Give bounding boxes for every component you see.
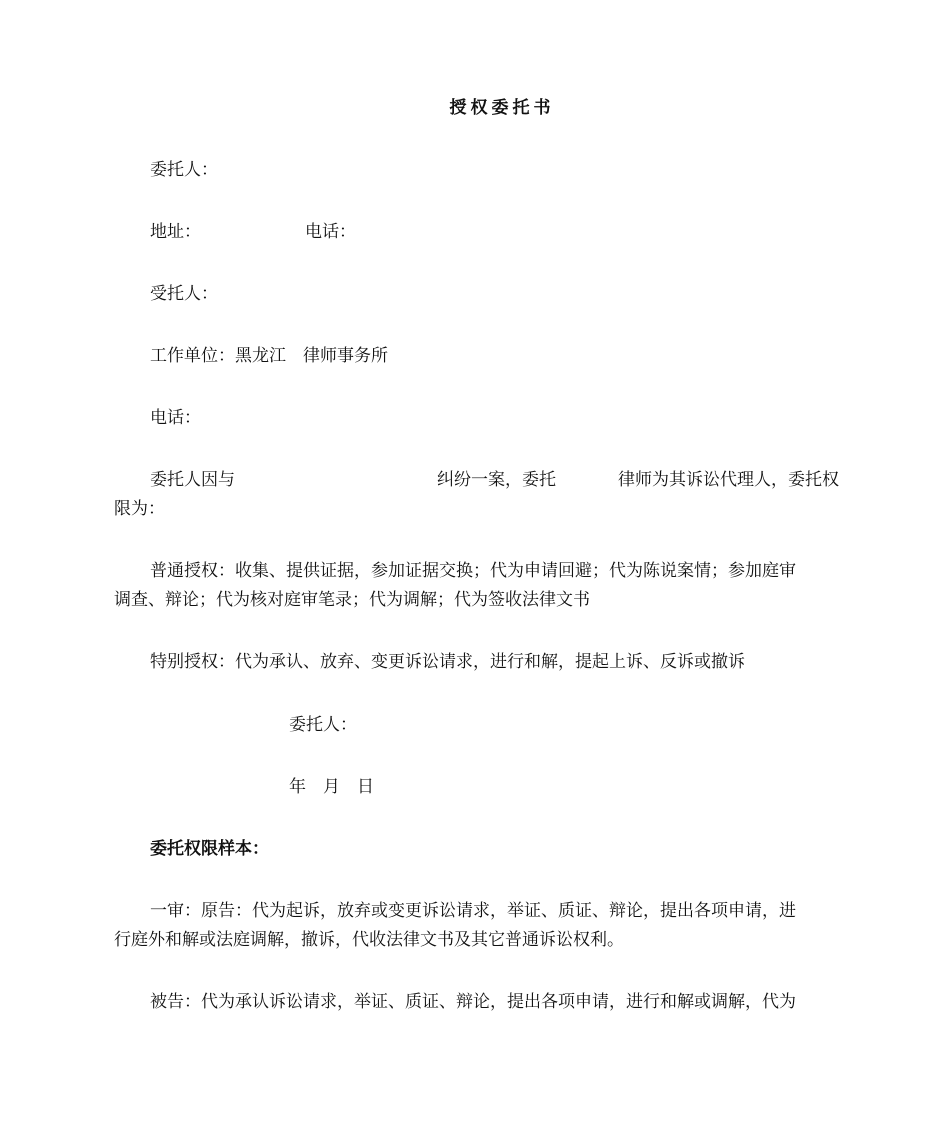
case-text-line2: 限为： [114,499,165,519]
date-line: 年 月 日 [289,777,374,797]
defendant-line1: 被告：代为承认诉讼请求，举证、质证、辩论，提出各项申请，进行和解或调解，代为 [150,992,796,1012]
phone-label: 电话： [305,222,356,242]
special-authority-line: 特别授权：代为承认、放弃、变更诉讼请求，进行和解，提起上诉、反诉或撤诉 [150,652,745,672]
document-title: 授权委托书 [449,98,555,118]
agent-label: 受托人： [150,284,218,304]
principal-label: 委托人： [150,160,218,180]
first-instance-line1: 一审：原告：代为起诉，放弃或变更诉讼请求，举证、质证、辩论，提出各项申请，进 [150,901,796,921]
sample-heading: 委托权限样本： [150,839,269,859]
signature-label: 委托人： [289,715,357,735]
case-text-part3: 律师为其诉讼代理人，委托权 [618,470,839,490]
case-text-part1: 委托人因与 [150,470,235,490]
agent-phone-label: 电话： [150,408,201,428]
general-authority-line2: 调查、辩论；代为核对庭审笔录；代为调解；代为签收法律文书 [114,590,590,610]
case-text-part2: 纠纷一案，委托 [437,470,556,490]
address-label: 地址： [150,222,201,242]
general-authority-line1: 普通授权：收集、提供证据，参加证据交换；代为申请回避；代为陈说案情；参加庭审 [150,561,796,581]
first-instance-line2: 行庭外和解或法庭调解，撤诉，代收法律文书及其它普通诉讼权利。 [114,930,624,950]
work-unit-line: 工作单位：黑龙江 律师事务所 [150,346,388,366]
